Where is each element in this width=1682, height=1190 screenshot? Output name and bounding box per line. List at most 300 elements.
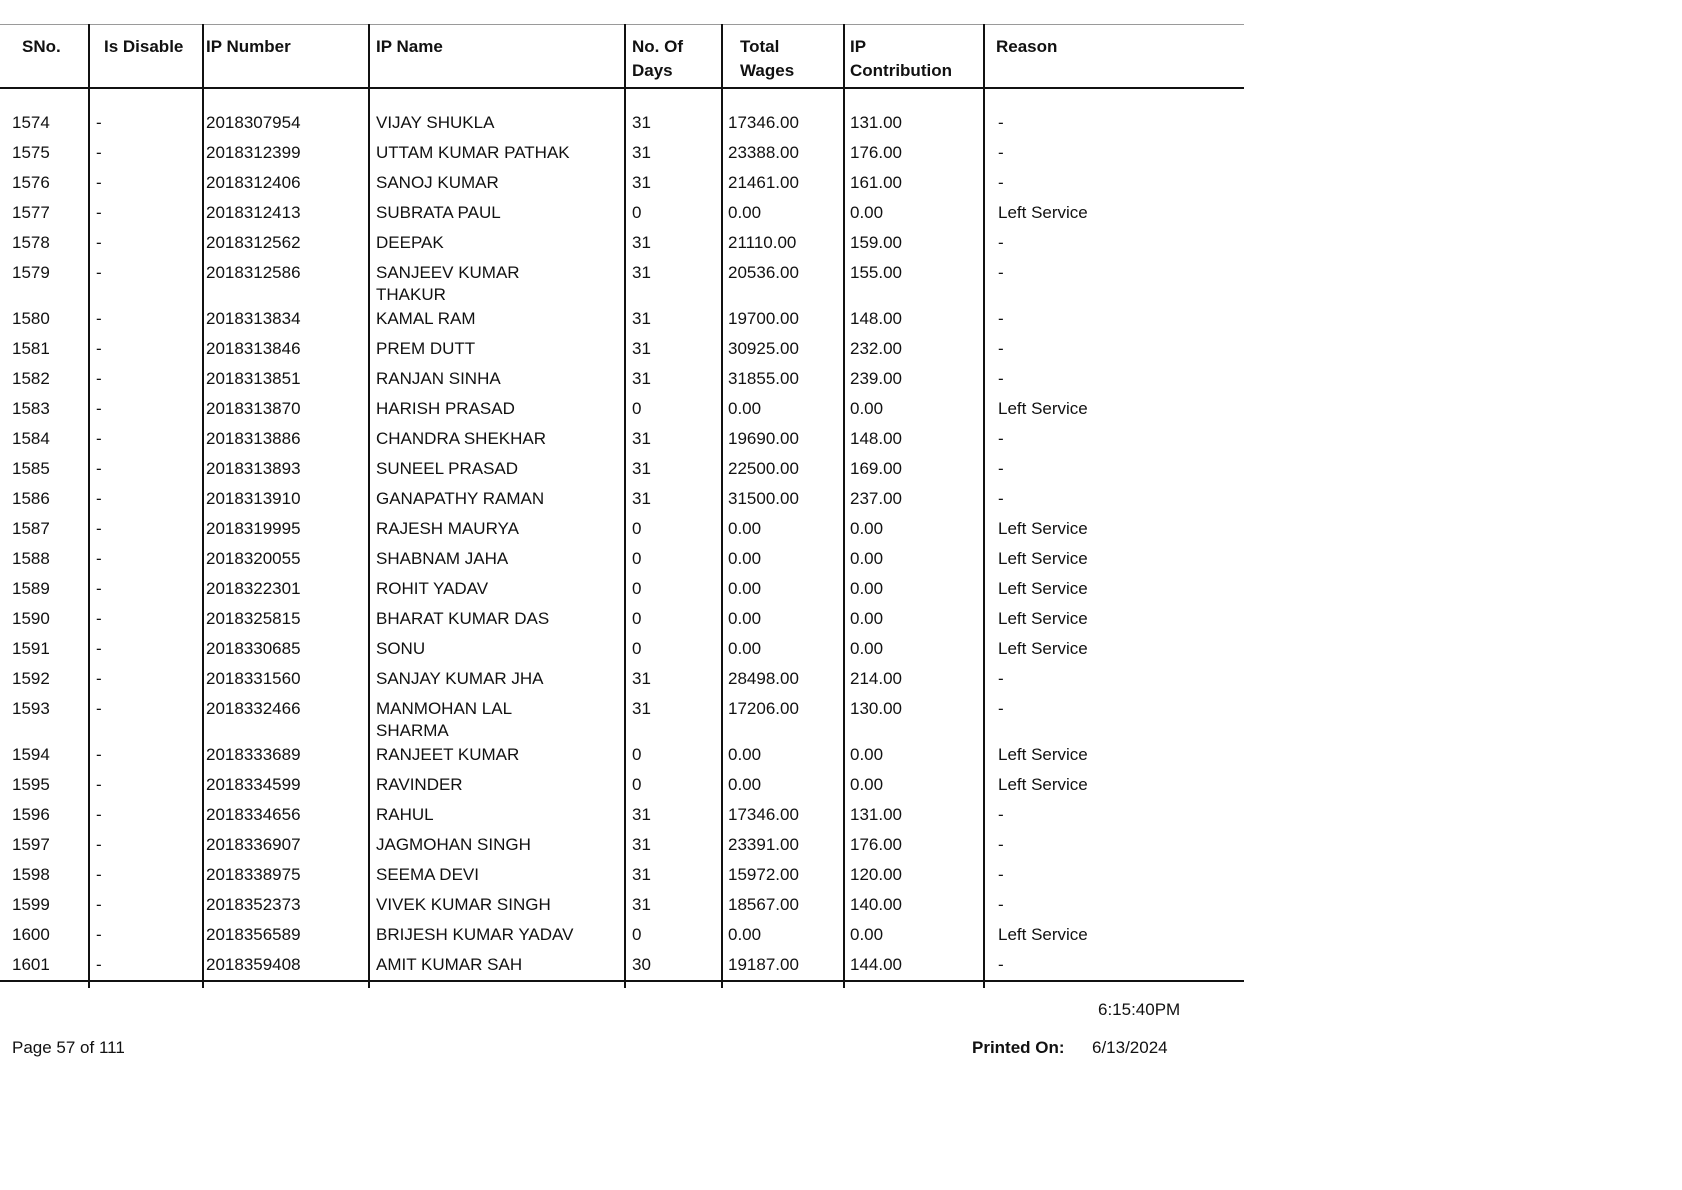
cell-is-disable: - [96,955,102,974]
cell-sno: 1574 [12,113,50,132]
cell-days: 31 [632,263,651,282]
cell-wages: 17206.00 [728,699,799,718]
cell-is-disable: - [96,309,102,328]
cell-ip-name [376,740,616,766]
cell-ip-name [376,108,616,134]
cell-is-disable: - [96,835,102,854]
cell-ip-name [376,168,616,194]
page-number: Page 57 of 111 [12,1038,125,1057]
cell-ip-name-line1: SONU [376,639,426,658]
cell-wages: 0.00 [728,775,762,794]
cell-ip-name-line1: BRIJESH KUMAR YADAV [376,925,574,944]
cell-wages: 31855.00 [728,369,799,388]
cell-ip-number: 2018338975 [206,865,301,884]
table-row [0,664,1244,694]
cell-wages: 0.00 [728,519,762,538]
cell-days: 0 [632,579,642,598]
cell-is-disable: - [96,173,102,192]
header-sno: SNo. [22,37,61,56]
header-is-disable: Is Disable [104,37,184,56]
cell-sno: 1592 [12,669,50,688]
cell-is-disable: - [96,699,102,718]
printed-on-label: Printed On: [972,1038,1065,1057]
cell-wages: 21110.00 [728,233,797,252]
cell-reason: Left Service [998,775,1088,794]
cell-ip-name-line1: PREM DUTT [376,339,476,358]
cell-reason: Left Service [998,745,1088,764]
cell-contribution: 232.00 [850,339,902,358]
cell-is-disable: - [96,609,102,628]
cell-reason: - [998,865,1004,884]
table-row [0,860,1244,890]
cell-is-disable: - [96,429,102,448]
cell-ip-name-line2: THAKUR [376,285,446,304]
cell-wages: 30925.00 [728,339,799,358]
cell-reason: - [998,459,1004,478]
cell-ip-name [376,424,616,450]
cell-ip-name-line1: UTTAM KUMAR PATHAK [376,143,570,162]
column-divider [88,24,90,988]
cell-ip-name [376,920,616,946]
header-wages-line2: Wages [740,61,795,80]
cell-days: 0 [632,775,642,794]
cell-contribution: 214.00 [850,669,902,688]
cell-ip-number: 2018359408 [206,955,301,974]
column-divider [721,24,723,988]
cell-wages: 0.00 [728,203,762,222]
cell-sno: 1575 [12,143,50,162]
table-row [0,604,1244,634]
cell-ip-number: 2018312406 [206,173,301,192]
cell-sno: 1586 [12,489,50,508]
cell-sno: 1590 [12,609,50,628]
cell-sno: 1577 [12,203,50,222]
cell-ip-number: 2018313886 [206,429,301,448]
header-contribution-line2: Contribution [850,61,952,80]
cell-is-disable: - [96,775,102,794]
cell-contribution: 140.00 [850,895,902,914]
cell-contribution: 131.00 [850,805,902,824]
cell-sno: 1595 [12,775,50,794]
cell-reason: - [998,263,1004,282]
column-divider [624,24,626,988]
cell-ip-number: 2018313870 [206,399,301,418]
cell-days: 31 [632,669,651,688]
cell-ip-name-line1: RANJAN SINHA [376,369,501,388]
cell-ip-name [376,950,616,976]
cell-contribution: 169.00 [850,459,902,478]
cell-ip-name [376,604,616,630]
cell-ip-name-line1: JAGMOHAN SINGH [376,835,531,854]
cell-sno: 1600 [12,925,50,944]
cell-wages: 0.00 [728,639,762,658]
cell-reason: - [998,429,1004,448]
cell-ip-name-line1: SHABNAM JAHA [376,549,509,568]
cell-reason: - [998,113,1004,132]
table-row [0,634,1244,664]
cell-is-disable: - [96,805,102,824]
cell-wages: 23391.00 [728,835,799,854]
cell-sno: 1581 [12,339,50,358]
table-row [0,740,1244,770]
cell-ip-name-line1: GANAPATHY RAMAN [376,489,545,508]
cell-wages: 17346.00 [728,113,799,132]
table-row [0,228,1244,258]
cell-reason: Left Service [998,519,1088,538]
cell-sno: 1594 [12,745,50,764]
cell-contribution: 148.00 [850,309,902,328]
table-row [0,950,1244,980]
cell-contribution: 131.00 [850,113,902,132]
cell-is-disable: - [96,639,102,658]
cell-ip-name [376,800,616,826]
cell-is-disable: - [96,519,102,538]
cell-days: 0 [632,399,642,418]
column-divider [983,24,985,988]
cell-ip-name [376,770,616,796]
cell-days: 0 [632,925,642,944]
cell-reason: - [998,955,1004,974]
table-row [0,890,1244,920]
cell-is-disable: - [96,459,102,478]
cell-is-disable: - [96,113,102,132]
cell-ip-name [376,258,616,306]
cell-days: 31 [632,805,651,824]
cell-contribution: 0.00 [850,399,884,418]
cell-ip-name-line1: SANOJ KUMAR [376,173,499,192]
cell-ip-name-line1: SANJEEV KUMAR [376,263,520,282]
header-ip-name: IP Name [376,37,443,56]
table-row [0,108,1244,138]
cell-ip-number: 2018313910 [206,489,301,508]
table-row [0,800,1244,830]
cell-days: 31 [632,429,651,448]
cell-ip-name [376,544,616,570]
cell-reason: - [998,669,1004,688]
cell-wages: 0.00 [728,745,762,764]
cell-ip-number: 2018322301 [206,579,301,598]
cell-days: 0 [632,745,642,764]
cell-ip-number: 2018313851 [206,369,301,388]
cell-is-disable: - [96,669,102,688]
table-row [0,544,1244,574]
header-contribution-line1: IP [850,37,867,56]
cell-ip-name-line1: BHARAT KUMAR DAS [376,609,550,628]
cell-contribution: 159.00 [850,233,902,252]
cell-ip-name [376,860,616,886]
table-header [0,24,1244,89]
cell-contribution: 0.00 [850,639,884,658]
cell-reason: Left Service [998,925,1088,944]
cell-ip-number: 2018312562 [206,233,301,252]
cell-sno: 1599 [12,895,50,914]
cell-ip-number: 2018313834 [206,309,301,328]
cell-ip-number: 2018333689 [206,745,301,764]
cell-contribution: 0.00 [850,609,884,628]
cell-contribution: 176.00 [850,835,902,854]
table-row [0,920,1244,950]
printed-on-date: 6/13/2024 [1092,1038,1168,1057]
cell-ip-name-line1: RANJEET KUMAR [376,745,520,764]
cell-days: 0 [632,519,642,538]
cell-contribution: 0.00 [850,203,884,222]
cell-contribution: 161.00 [850,173,902,192]
cell-is-disable: - [96,925,102,944]
cell-contribution: 144.00 [850,955,902,974]
cell-sno: 1579 [12,263,50,282]
cell-ip-number: 2018313893 [206,459,301,478]
cell-ip-name [376,484,616,510]
cell-days: 0 [632,609,642,628]
header-wages [740,25,794,87]
cell-ip-number: 2018313846 [206,339,301,358]
cell-ip-name-line1: ROHIT YADAV [376,579,489,598]
cell-days: 0 [632,549,642,568]
cell-ip-name [376,830,616,856]
cell-ip-name-line1: DEEPAK [376,233,444,252]
cell-ip-name [376,198,616,224]
cell-wages: 20536.00 [728,263,799,282]
cell-contribution: 239.00 [850,369,902,388]
cell-sno: 1582 [12,369,50,388]
cell-reason: - [998,143,1004,162]
cell-days: 31 [632,309,651,328]
cell-contribution: 0.00 [850,519,884,538]
cell-ip-number: 2018352373 [206,895,301,914]
table-row [0,138,1244,168]
cell-ip-name-line1: RAJESH MAURYA [376,519,519,538]
cell-wages: 18567.00 [728,895,799,914]
header-days-line2: Days [632,61,673,80]
header-days-line1: No. Of [632,37,683,56]
cell-ip-name-line1: KAMAL RAM [376,309,476,328]
cell-wages: 22500.00 [728,459,799,478]
table-body [0,89,1244,982]
cell-is-disable: - [96,369,102,388]
cell-reason: - [998,699,1004,718]
cell-ip-number: 2018325815 [206,609,301,628]
cell-ip-number: 2018319995 [206,519,301,538]
cell-ip-name-line1: RAHUL [376,805,434,824]
cell-is-disable: - [96,143,102,162]
cell-contribution: 0.00 [850,549,884,568]
cell-ip-name [376,334,616,360]
cell-contribution: 0.00 [850,745,884,764]
cell-reason: Left Service [998,549,1088,568]
cell-is-disable: - [96,579,102,598]
cell-sno: 1596 [12,805,50,824]
cell-wages: 23388.00 [728,143,799,162]
table-row [0,484,1244,514]
cell-ip-name [376,634,616,660]
cell-reason: Left Service [998,609,1088,628]
cell-ip-name [376,454,616,480]
header-wages-line1: Total [740,37,780,56]
cell-sno: 1593 [12,699,50,718]
cell-is-disable: - [96,745,102,764]
cell-is-disable: - [96,233,102,252]
table-row [0,364,1244,394]
cell-ip-number: 2018312413 [206,203,301,222]
cell-contribution: 237.00 [850,489,902,508]
cell-sno: 1578 [12,233,50,252]
cell-contribution: 0.00 [850,925,884,944]
cell-reason: - [998,805,1004,824]
cell-wages: 0.00 [728,399,762,418]
cell-ip-name-line1: SANJAY KUMAR JHA [376,669,544,688]
header-contribution [850,25,952,87]
cell-ip-name-line1: VIVEK KUMAR SINGH [376,895,551,914]
cell-ip-name [376,664,616,690]
cell-ip-number: 2018312399 [206,143,301,162]
cell-days: 0 [632,203,642,222]
cell-wages: 19700.00 [728,309,799,328]
cell-ip-name-line1: HARISH PRASAD [376,399,515,418]
cell-reason: Left Service [998,399,1088,418]
cell-ip-number: 2018336907 [206,835,301,854]
cell-reason: - [998,309,1004,328]
cell-wages: 21461.00 [728,173,799,192]
cell-ip-name-line2: SHARMA [376,721,449,740]
table-row [0,514,1244,544]
cell-days: 0 [632,639,642,658]
cell-days: 30 [632,955,651,974]
cell-reason: - [998,489,1004,508]
cell-reason: - [998,895,1004,914]
cell-wages: 17346.00 [728,805,799,824]
cell-is-disable: - [96,865,102,884]
cell-ip-name-line1: SUBRATA PAUL [376,203,501,222]
table-row [0,258,1244,304]
cell-reason: - [998,835,1004,854]
cell-is-disable: - [96,263,102,282]
table-row [0,770,1244,800]
cell-wages: 15972.00 [728,865,799,884]
cell-ip-name-line1: AMIT KUMAR SAH [376,955,523,974]
cell-ip-number: 2018356589 [206,925,301,944]
cell-days: 31 [632,895,651,914]
table-row [0,394,1244,424]
cell-reason: - [998,173,1004,192]
cell-wages: 19187.00 [728,955,799,974]
header-days [632,25,683,87]
cell-sno: 1584 [12,429,50,448]
cell-ip-name [376,364,616,390]
cell-days: 31 [632,113,651,132]
table-row [0,454,1244,484]
cell-ip-name-line1: VIJAY SHUKLA [376,113,495,132]
cell-sno: 1580 [12,309,50,328]
cell-ip-number: 2018320055 [206,549,301,568]
cell-days: 31 [632,369,651,388]
cell-sno: 1583 [12,399,50,418]
cell-reason: Left Service [998,579,1088,598]
cell-is-disable: - [96,339,102,358]
print-time: 6:15:40PM [1098,1000,1181,1019]
cell-ip-name [376,890,616,916]
table-row [0,424,1244,454]
cell-sno: 1587 [12,519,50,538]
table-row [0,304,1244,334]
cell-sno: 1576 [12,173,50,192]
cell-ip-name [376,138,616,164]
cell-sno: 1601 [12,955,50,974]
cell-ip-name-line1: CHANDRA SHEKHAR [376,429,547,448]
cell-ip-name-line1: MANMOHAN LAL [376,699,513,718]
cell-sno: 1585 [12,459,50,478]
cell-days: 31 [632,459,651,478]
cell-wages: 0.00 [728,609,762,628]
cell-wages: 0.00 [728,579,762,598]
cell-is-disable: - [96,399,102,418]
cell-reason: - [998,233,1004,252]
cell-is-disable: - [96,203,102,222]
cell-reason: - [998,369,1004,388]
cell-is-disable: - [96,489,102,508]
header-ip-number: IP Number [206,37,291,56]
cell-days: 31 [632,699,651,718]
cell-contribution: 130.00 [850,699,902,718]
cell-reason: - [998,339,1004,358]
column-divider [202,24,204,988]
contribution-table [0,24,1244,982]
table-row [0,198,1244,228]
cell-ip-name-line1: RAVINDER [376,775,463,794]
cell-reason: Left Service [998,203,1088,222]
cell-days: 31 [632,233,651,252]
cell-contribution: 148.00 [850,429,902,448]
cell-ip-name [376,304,616,330]
cell-ip-name [376,574,616,600]
cell-days: 31 [632,835,651,854]
cell-ip-number: 2018332466 [206,699,301,718]
cell-ip-number: 2018334599 [206,775,301,794]
cell-is-disable: - [96,895,102,914]
cell-is-disable: - [96,549,102,568]
cell-contribution: 120.00 [850,865,902,884]
cell-ip-name [376,228,616,254]
cell-ip-number: 2018312586 [206,263,301,282]
table-row [0,334,1244,364]
cell-contribution: 0.00 [850,775,884,794]
cell-days: 31 [632,143,651,162]
cell-sno: 1598 [12,865,50,884]
cell-reason: Left Service [998,639,1088,658]
cell-days: 31 [632,865,651,884]
table-row [0,574,1244,604]
cell-wages: 19690.00 [728,429,799,448]
cell-ip-name [376,394,616,420]
cell-wages: 0.00 [728,925,762,944]
cell-sno: 1589 [12,579,50,598]
header-reason: Reason [996,37,1058,56]
cell-sno: 1591 [12,639,50,658]
cell-days: 31 [632,173,651,192]
cell-contribution: 176.00 [850,143,902,162]
cell-ip-name-line1: SEEMA DEVI [376,865,479,884]
cell-sno: 1597 [12,835,50,854]
cell-wages: 0.00 [728,549,762,568]
cell-ip-number: 2018307954 [206,113,301,132]
cell-days: 31 [632,339,651,358]
cell-ip-number: 2018330685 [206,639,301,658]
cell-ip-number: 2018331560 [206,669,301,688]
cell-sno: 1588 [12,549,50,568]
table-row [0,830,1244,860]
table-row [0,168,1244,198]
cell-ip-name [376,514,616,540]
cell-contribution: 155.00 [850,263,902,282]
